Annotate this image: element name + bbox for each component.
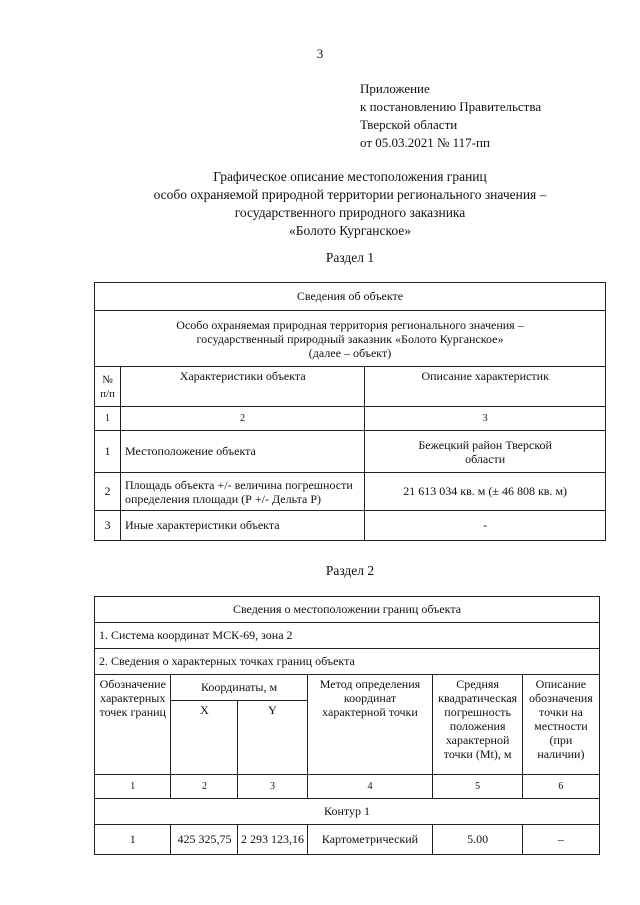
boundary-table <box>94 596 600 855</box>
col-number: 5 <box>433 775 522 799</box>
table-row <box>95 511 606 541</box>
object-desc-line-1: Особо охраняемая природная территория регионального значения – <box>176 317 524 332</box>
col-number: 1 <box>95 407 121 431</box>
point-marking: – <box>522 825 599 855</box>
row-description: - <box>365 511 606 541</box>
row-description: 21 613 034 кв. м (± 46 808 кв. м) <box>365 473 606 511</box>
annex-line-4: от 05.03.2021 № 117-пп <box>360 135 490 150</box>
annex-block <box>360 80 541 152</box>
object-desc-line-3: (далее – объект) <box>308 345 392 360</box>
row-description: Бежецкий район Тверской области <box>365 431 606 473</box>
boundary-title: Сведения о местоположении границ объекта <box>95 597 600 623</box>
document-title <box>60 168 640 240</box>
point-id: 1 <box>95 825 171 855</box>
table-row <box>95 825 600 855</box>
title-line-3: государственного природного заказника <box>234 205 466 220</box>
coord-system: 1. Система координат МСК-69, зона 2 <box>95 623 600 649</box>
section2-heading: Раздел 2 <box>325 563 375 578</box>
col-number: 2 <box>120 407 364 431</box>
table-row <box>95 431 606 473</box>
point-x: 425 325,75 <box>171 825 238 855</box>
annex-line-3: Тверской области <box>360 117 458 132</box>
object-info-table <box>94 282 606 541</box>
header-y: Y <box>238 701 307 775</box>
row-num: 3 <box>95 511 121 541</box>
annex-line-2: к постановлению Правительства <box>360 99 542 114</box>
header-marking: Описание обозначения точки на местности (при наличии) <box>522 675 599 775</box>
page-number: 3 <box>316 46 324 61</box>
header-num: № п/п <box>95 367 121 407</box>
row-num: 1 <box>95 431 121 473</box>
row-characteristic: Местоположение объекта <box>120 431 364 473</box>
point-method: Картометрический <box>307 825 433 855</box>
row-characteristic: Иные характеристики объекта <box>120 511 364 541</box>
object-desc-line-2: государственный природный заказник «Болото Курганское» <box>196 331 504 346</box>
point-accuracy: 5.00 <box>433 825 522 855</box>
header-method: Метод определения координат характерной точки <box>307 675 433 775</box>
col-number: 2 <box>171 775 238 799</box>
header-characteristic: Характеристики объекта <box>120 367 364 407</box>
row-characteristic: Площадь объекта +/- величина погрешности определения площади (Р +/- Дельта Р) <box>120 473 364 511</box>
header-coords: Координаты, м <box>171 675 307 701</box>
contour-label: Контур 1 <box>95 799 600 825</box>
table-row <box>95 473 606 511</box>
title-line-2: особо охраняемой природной территории регионального значения – <box>153 187 547 202</box>
header-point: Обозначение характерных точек границ <box>95 675 171 775</box>
col-number: 3 <box>238 775 307 799</box>
point-y: 2 293 123,16 <box>238 825 307 855</box>
object-info-title: Сведения об объекте <box>95 283 606 311</box>
header-x: X <box>171 701 238 775</box>
col-number: 3 <box>365 407 606 431</box>
header-description: Описание характеристик <box>365 367 606 407</box>
title-line-1: Графическое описание местоположения границ <box>213 169 487 184</box>
row-num: 2 <box>95 473 121 511</box>
col-number: 4 <box>307 775 433 799</box>
header-accuracy: Средняя квадратическая погрешность положения характерной точки (Mt), м <box>433 675 522 775</box>
annex-line-1: Приложение <box>360 81 430 96</box>
points-title: 2. Сведения о характерных точках границ объекта <box>95 649 600 675</box>
col-number: 1 <box>95 775 171 799</box>
section1-heading: Раздел 1 <box>325 250 375 265</box>
col-number: 6 <box>522 775 599 799</box>
title-line-4: «Болото Курганское» <box>289 223 411 238</box>
object-description <box>95 311 606 367</box>
